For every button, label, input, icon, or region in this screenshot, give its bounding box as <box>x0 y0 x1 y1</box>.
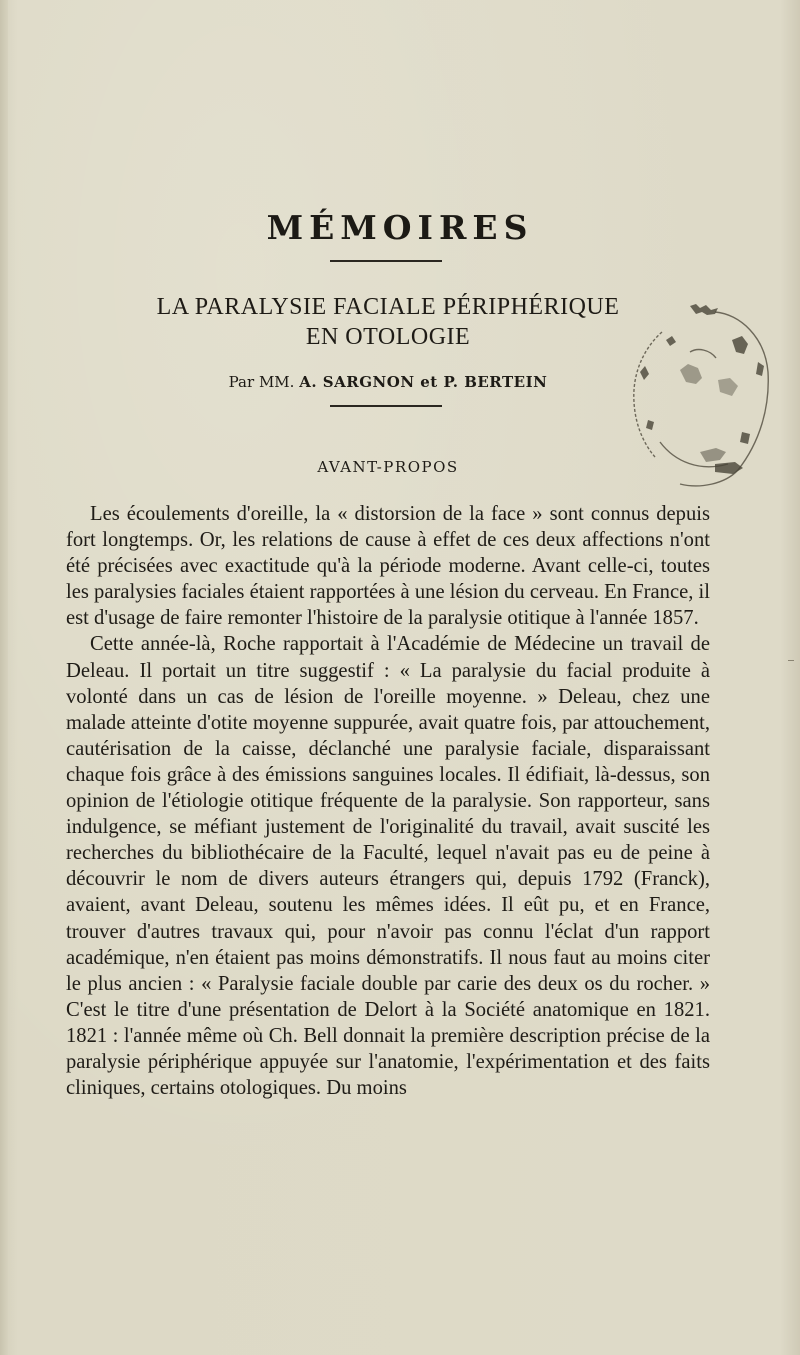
page-binding-edge <box>0 0 8 1355</box>
title-divider-bottom <box>330 405 442 407</box>
article-title-line-1: LA PARALYSIE FACIALE PÉRIPHÉRIQUE <box>156 294 620 320</box>
scan-artifact <box>788 660 794 661</box>
title-divider-top <box>330 260 442 262</box>
paragraph-2: Cette année-là, Roche rapportait à l'Académie de Médecine un travail de Deleau. Il portait un titre suggestif : « La paralysie du facial produite à volonté dans un cas de lésion de l'oreille moyenne. » Deleau, chez une malade atteinte d'otite moyenne suppurée, avait quatre fois, par attouchement, cautérisation de la caisse, déclanché une paralysie faciale, disparaissant chaque fois grâce à des émissions sanguines locales. Il édifiait, là-dessus, son opinion de l'étiologie otitique fréquente de la paralysie. Son rapporteur, sans indulgence, se méfiant justement de l'originalité du travail, avait suscité les recherches du bibliothécaire de la Faculté, lequel n'avait pas eu de peine à découvrir le nom de divers auteurs étrangers qui, depuis 1792 (Franck), avaient, avant Deleau, soutenu les mêmes idées. Il eût pu, et en France, trouver d'autres travaux qui, pour n'avoir pas connu l'éclat d'un rapport académique, n'en étaient pas moins démonstratifs. Il nous faut au moins citer le plus ancien : « Paralysie faciale double par carie des deux os du rocher. » C'est le titre d'une présentation de Delort à la Société anatomique en 1821. 1821 : l'année même où Ch. Bell donnait la première description précise de la paralysie périphérique appuyée sur l'anatomie, l'expérimentation et des faits cliniques, certains otologiques. Du moins <box>66 633 710 1100</box>
subsection-title: AVANT-PROPOS <box>317 458 459 476</box>
paragraph-1: Les écoulements d'oreille, la « distorsion de la face » sont connus depuis fort longtemps. Or, les relations de cause à effet de ces deux affections n'ont été précisées avec exactitude qu'à la période moderne. Avant celle-ci, toutes les paralysies faciales étaient rapportées à une lésion du cerveau. En France, il est d'usage de faire remonter l'histoire de la paralysie otitique à l'année 1857. <box>66 503 710 630</box>
article-title-line-2: EN OTOLOGIE <box>305 324 471 350</box>
circular-library-stamp-icon <box>620 292 770 492</box>
section-title: MÉMOIRES <box>266 208 534 247</box>
article-body <box>66 501 710 1101</box>
author-names: A. SARGNON et P. BERTEIN <box>299 373 548 391</box>
author-prefix: Par MM. <box>228 373 295 391</box>
